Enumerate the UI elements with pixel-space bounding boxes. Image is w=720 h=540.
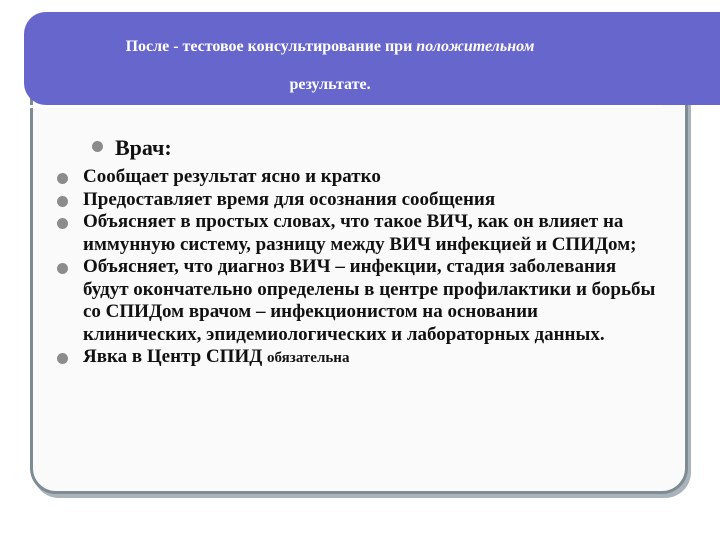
bullet-icon (57, 218, 68, 229)
subheading: Врач: (115, 135, 172, 160)
title-line1: После - тестовое консультирование при (125, 38, 417, 55)
bullet-icon (57, 173, 68, 184)
page-title (30, 28, 630, 104)
bullet-icon (57, 263, 68, 274)
bullet-icon (57, 196, 68, 207)
bullet-icon (92, 141, 103, 152)
list-item: Предоставляет время для осознания сообщения (57, 189, 657, 212)
list-item: Объясняет, что диагноз ВИЧ – инфекции, стадия заболевания будут окончательно определены в центре профилактики и борьбы со СПИДом врачом – инфекционистом на основании клинических, эпидемиологических и лабораторных данных. (57, 256, 657, 346)
emphasis-text: обязательна (267, 350, 350, 366)
list-item: Сообщает результат ясно и кратко (57, 166, 657, 189)
bullet-list (57, 166, 657, 370)
list-item: Явка в Центр СПИД обязательна (57, 346, 657, 370)
title-line2: результате. (289, 76, 371, 93)
list-item: Объясняет в простых словах, что такое ВИЧ, как он влияет на иммунную систему, разницу между ВИЧ инфекцией и СПИДом; (57, 211, 657, 256)
title-underline (24, 105, 661, 108)
title-line1-italic: положительном (416, 38, 535, 55)
bullet-icon (57, 353, 68, 364)
